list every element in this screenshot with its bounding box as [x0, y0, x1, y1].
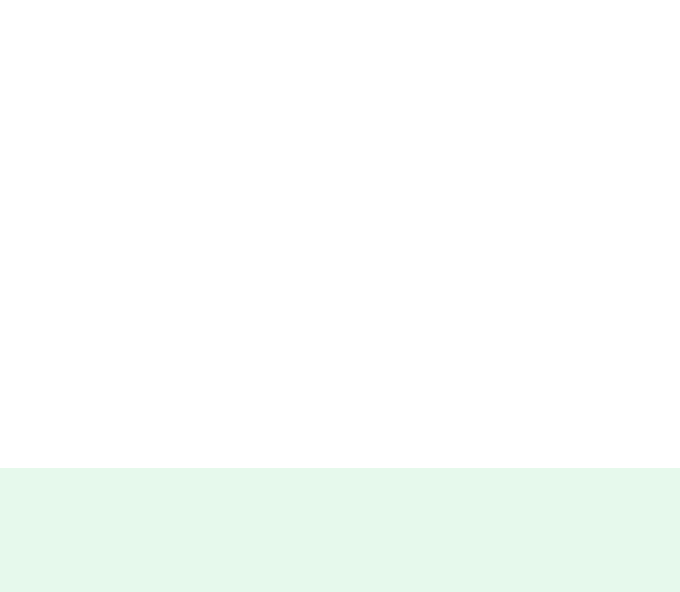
- answer-highlight-box: [0, 468, 680, 592]
